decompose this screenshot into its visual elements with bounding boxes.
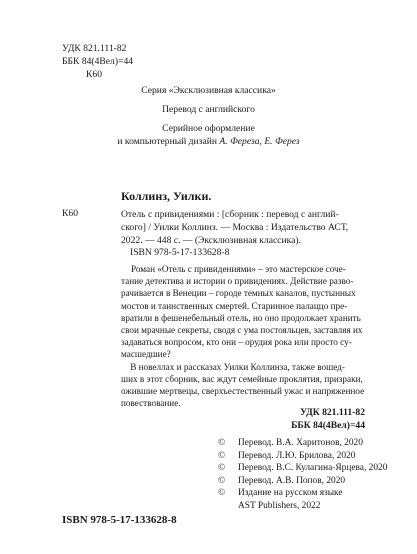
- series-line: Серия «Эксклюзивная классика»: [141, 85, 276, 96]
- copyright-symbol: ©: [218, 488, 226, 499]
- annotation-line: рачивается в Венеции – городе темных каналов, пустынных: [121, 288, 356, 299]
- copyright-text: Перевод. Л.Ю. Брилова, 2020: [238, 450, 356, 461]
- copyright-text: Перевод. А.В. Попов, 2020: [238, 475, 346, 486]
- catalog-entry-line: ского] / Уилки Коллинз. — Москва : Издательство АСТ,: [121, 222, 349, 233]
- annotation-line: тание детектива и истории о привидениях. Действие разво-: [121, 276, 354, 287]
- catalog-author-mark: К60: [62, 208, 78, 219]
- designer-names: А. Фереза, Е. Ферез: [219, 136, 300, 147]
- copyright-symbol: ©: [218, 475, 226, 486]
- copyright-row: [218, 450, 387, 463]
- bottom-classification: [121, 406, 365, 432]
- catalog-entry-line: 2022. — 448 с. — (Эксклюзивная классика).: [121, 235, 302, 246]
- bbk-code: ББК 84(4Вел)=44: [62, 56, 134, 67]
- catalog-entry-line: Отель с привидениями : [сборник : перевод с англий-: [121, 209, 339, 220]
- catalog-author: Коллинз, Уилки.: [121, 189, 212, 203]
- bottom-udk-code: УДК 821.111-82: [300, 407, 365, 418]
- udk-code: УДК 821.111-82: [62, 43, 127, 54]
- copyright-text: Перевод. В.А. Харитонов, 2020: [238, 438, 363, 448]
- copyright-text: Перевод. В.С. Кулагина-Ярцева, 2020: [238, 463, 388, 474]
- copyright-row: [218, 462, 387, 475]
- copyright-row: [218, 437, 387, 450]
- design-prefix: и компьютерный дизайн: [117, 136, 220, 147]
- copyright-symbol: ©: [218, 463, 226, 474]
- copyright-symbol: ©: [218, 438, 226, 448]
- copyright-row: [218, 487, 387, 500]
- bottom-bbk-code: ББК 84(4Вел)=44: [291, 420, 365, 431]
- catalog-entry: [121, 208, 361, 247]
- annotation-line: масшедшие?: [121, 349, 171, 360]
- translation-line: Перевод с английского: [162, 104, 255, 115]
- annotation-line: В новеллах и рассказах Уилки Коллинза, также вошед-: [121, 361, 345, 372]
- copyright-symbol: ©: [218, 450, 226, 461]
- annotation-line: свои мрачные секреты, сводя с ума постояльцев, заставляя их: [121, 325, 363, 336]
- copyright-row: [218, 475, 387, 488]
- annotation-line: вратили в фешенебельный отель, но оно продолжает хранить: [121, 312, 361, 323]
- copyright-text: AST Publishers, 2022: [238, 500, 321, 511]
- catalog-isbn: ISBN 978-5-17-133628-8: [130, 247, 230, 258]
- design-line-2: [0, 136, 417, 148]
- annotation: [121, 263, 365, 409]
- author-mark: К60: [86, 69, 102, 80]
- annotation-line: задаваться вопросом, кто они – орудия рока или просто су-: [121, 337, 352, 348]
- design-line-1: Серийное оформление: [162, 123, 255, 134]
- copyright-symbol: [218, 500, 238, 513]
- bottom-isbn: ISBN 978-5-17-133628-8: [62, 514, 177, 526]
- annotation-line: повествование.: [121, 398, 181, 409]
- copyright-block: [218, 437, 387, 513]
- annotation-line: ожившие мертвецы, сверхъестественный ужас и напряженное: [121, 386, 365, 397]
- copyright-row: [218, 500, 387, 513]
- annotation-line: мостов и таинственных смертей. Старинное палаццо пре-: [121, 300, 348, 311]
- classification-codes: [62, 42, 133, 81]
- copyright-text: Издание на русском языке: [238, 488, 343, 499]
- annotation-line: Роман «Отель с привидениями» – это мастерское соче-: [131, 264, 346, 274]
- annotation-line: ших в этот сборник, вас ждут семейные проклятия, призраки,: [121, 373, 363, 384]
